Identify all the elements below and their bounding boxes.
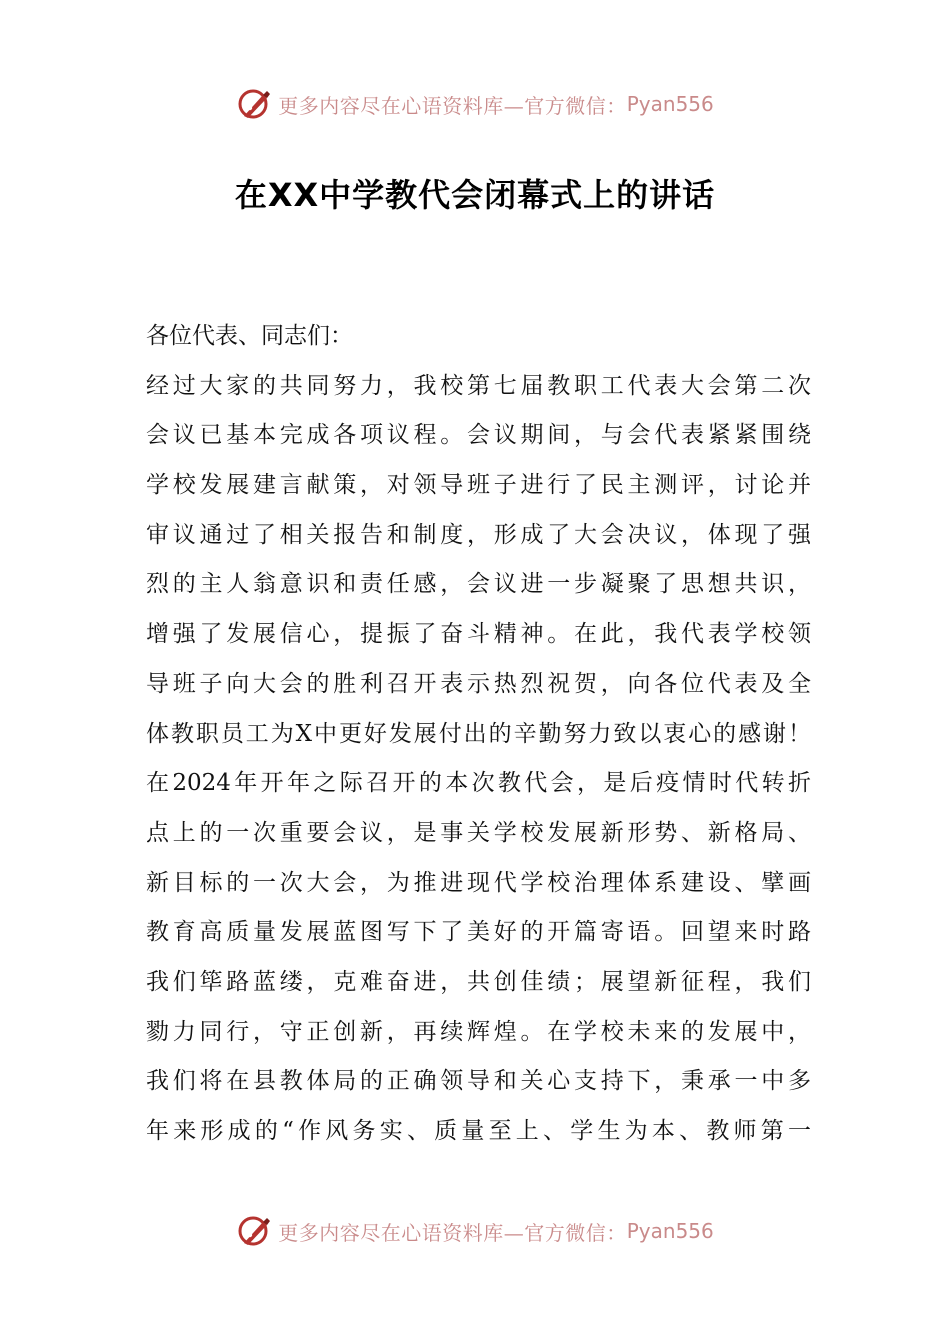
body-line: 增强了发展信心，提振了奋斗精神。在此，我代表学校领: [146, 621, 811, 648]
banner-wechat-id: Pyan556: [626, 1219, 714, 1243]
document-title: 在XX中学教代会闭幕式上的讲话: [234, 176, 716, 214]
pen-logo-icon: [236, 86, 272, 122]
body-line: 会议已基本完成各项议程。会议期间，与会代表紧紧围绕: [146, 422, 811, 449]
body-line: 学校发展建言献策，对领导班子进行了民主测评，讨论并: [146, 472, 811, 499]
pen-logo-icon: [236, 1213, 272, 1249]
body-line: 导班子向大会的胜利召开表示热烈祝贺，向各位代表及全: [146, 670, 811, 697]
body-line: 勠力同行，守正创新，再续辉煌。在学校未来的发展中，: [146, 1018, 811, 1045]
banner-wechat-id: Pyan556: [626, 92, 714, 116]
body-line: 审议通过了相关报告和制度，形成了大会决议，体现了强: [146, 521, 811, 548]
banner-promo-text: 更多内容尽在心语资料库—官方微信：: [278, 1220, 627, 1245]
header-banner: [0, 84, 950, 124]
body-line: 烈的主人翁意识和责任感，会议进一步凝聚了思想共识，: [146, 571, 811, 598]
document-body: [146, 312, 811, 1157]
body-line: 点上的一次重要会议，是事关学校发展新形势、新格局、: [146, 819, 811, 846]
banner-promo-text: 更多内容尽在心语资料库—官方微信：: [278, 93, 627, 118]
body-line: 在2024年开年之际召开的本次教代会，是后疫情时代转折: [146, 770, 811, 797]
body-line: 年来形成的“作风务实、质量至上、学生为本、教师第一: [146, 1118, 811, 1144]
body-line: 体教职员工为X中更好发展付出的辛勤努力致以衷心的感谢！: [146, 720, 811, 747]
salutation-line: 各位代表、同志们：: [146, 323, 353, 349]
body-line: 我们将在县教体局的正确领导和关心支持下，秉承一中多: [146, 1068, 811, 1095]
body-line: 经过大家的共同努力，我校第七届教职工代表大会第二次: [146, 372, 811, 399]
body-line: 新目标的一次大会，为推进现代学校治理体系建设、擘画: [146, 869, 811, 896]
body-line: 我们筚路蓝缕，克难奋进，共创佳绩；展望新征程，我们: [146, 968, 811, 995]
body-line: 教育高质量发展蓝图写下了美好的开篇寄语。回望来时路: [146, 919, 811, 946]
footer-banner: [0, 1211, 950, 1251]
